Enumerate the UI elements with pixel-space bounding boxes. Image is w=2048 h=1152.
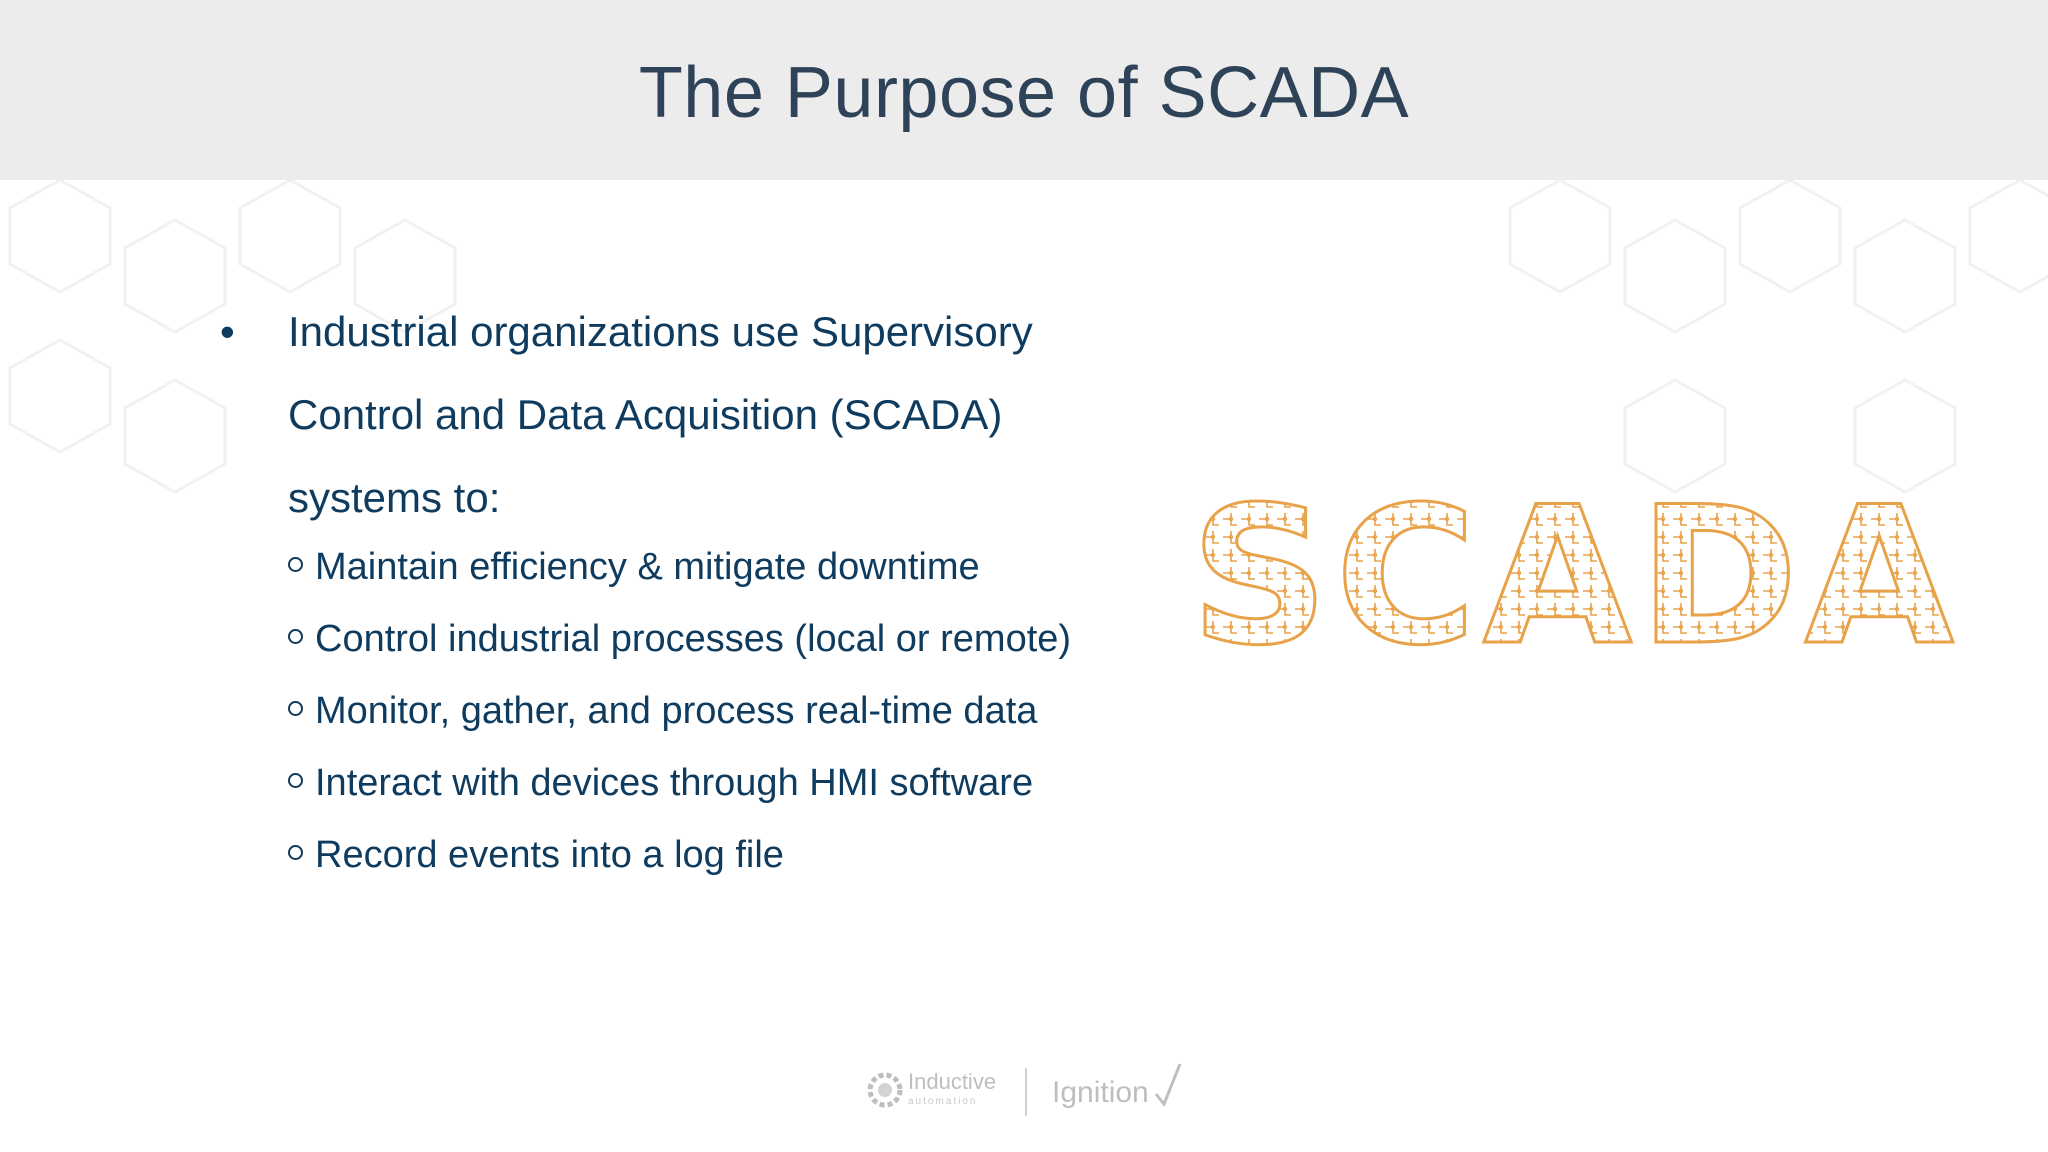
sub-bullet-text: Monitor, gather, and process real-time data — [315, 690, 1038, 732]
inductive-automation-logo — [870, 1069, 996, 1107]
main-bullet — [220, 290, 1140, 539]
sub-bullet-list — [220, 531, 1140, 891]
sub-bullet-item — [288, 747, 1140, 819]
slide-content — [220, 290, 1140, 891]
hollow-circle-bullet-icon — [288, 845, 303, 860]
scada-word: SCADA — [1190, 492, 1960, 652]
sub-bullet-item — [288, 531, 1140, 603]
sub-bullet-item — [288, 675, 1140, 747]
sub-bullet-text: Record events into a log file — [315, 834, 784, 876]
title-bar — [0, 0, 2048, 180]
sub-bullet-item — [288, 603, 1140, 675]
footer-logos — [860, 1056, 1200, 1120]
main-bullet-line: Industrial organizations use Supervisory — [288, 308, 1033, 355]
hollow-circle-bullet-icon — [288, 773, 303, 788]
sub-bullet-text: Maintain efficiency & mitigate downtime — [315, 546, 980, 588]
hollow-circle-bullet-icon — [288, 629, 303, 644]
bullet-dot: • — [220, 308, 235, 355]
main-bullet-line: systems to: — [288, 474, 501, 521]
checkmark-icon — [1156, 1064, 1180, 1104]
sub-bullet-item — [288, 819, 1140, 891]
ignition-logo — [1052, 1064, 1180, 1109]
main-bullet-text — [288, 290, 1140, 539]
brand-left-line2: automation — [908, 1096, 978, 1107]
scada-circuit-graphic — [1185, 492, 1965, 652]
slide-title: The Purpose of SCADA — [638, 53, 1410, 133]
brand-right: Ignition — [1052, 1076, 1149, 1109]
sub-bullet-text: Control industrial processes (local or remote) — [315, 618, 1072, 660]
hollow-circle-bullet-icon — [288, 557, 303, 572]
sub-bullet-text: Interact with devices through HMI software — [315, 762, 1034, 804]
main-bullet-line: Control and Data Acquisition (SCADA) — [288, 391, 1003, 438]
hollow-circle-bullet-icon — [288, 701, 303, 716]
brand-left-line1: Inductive — [908, 1069, 997, 1094]
